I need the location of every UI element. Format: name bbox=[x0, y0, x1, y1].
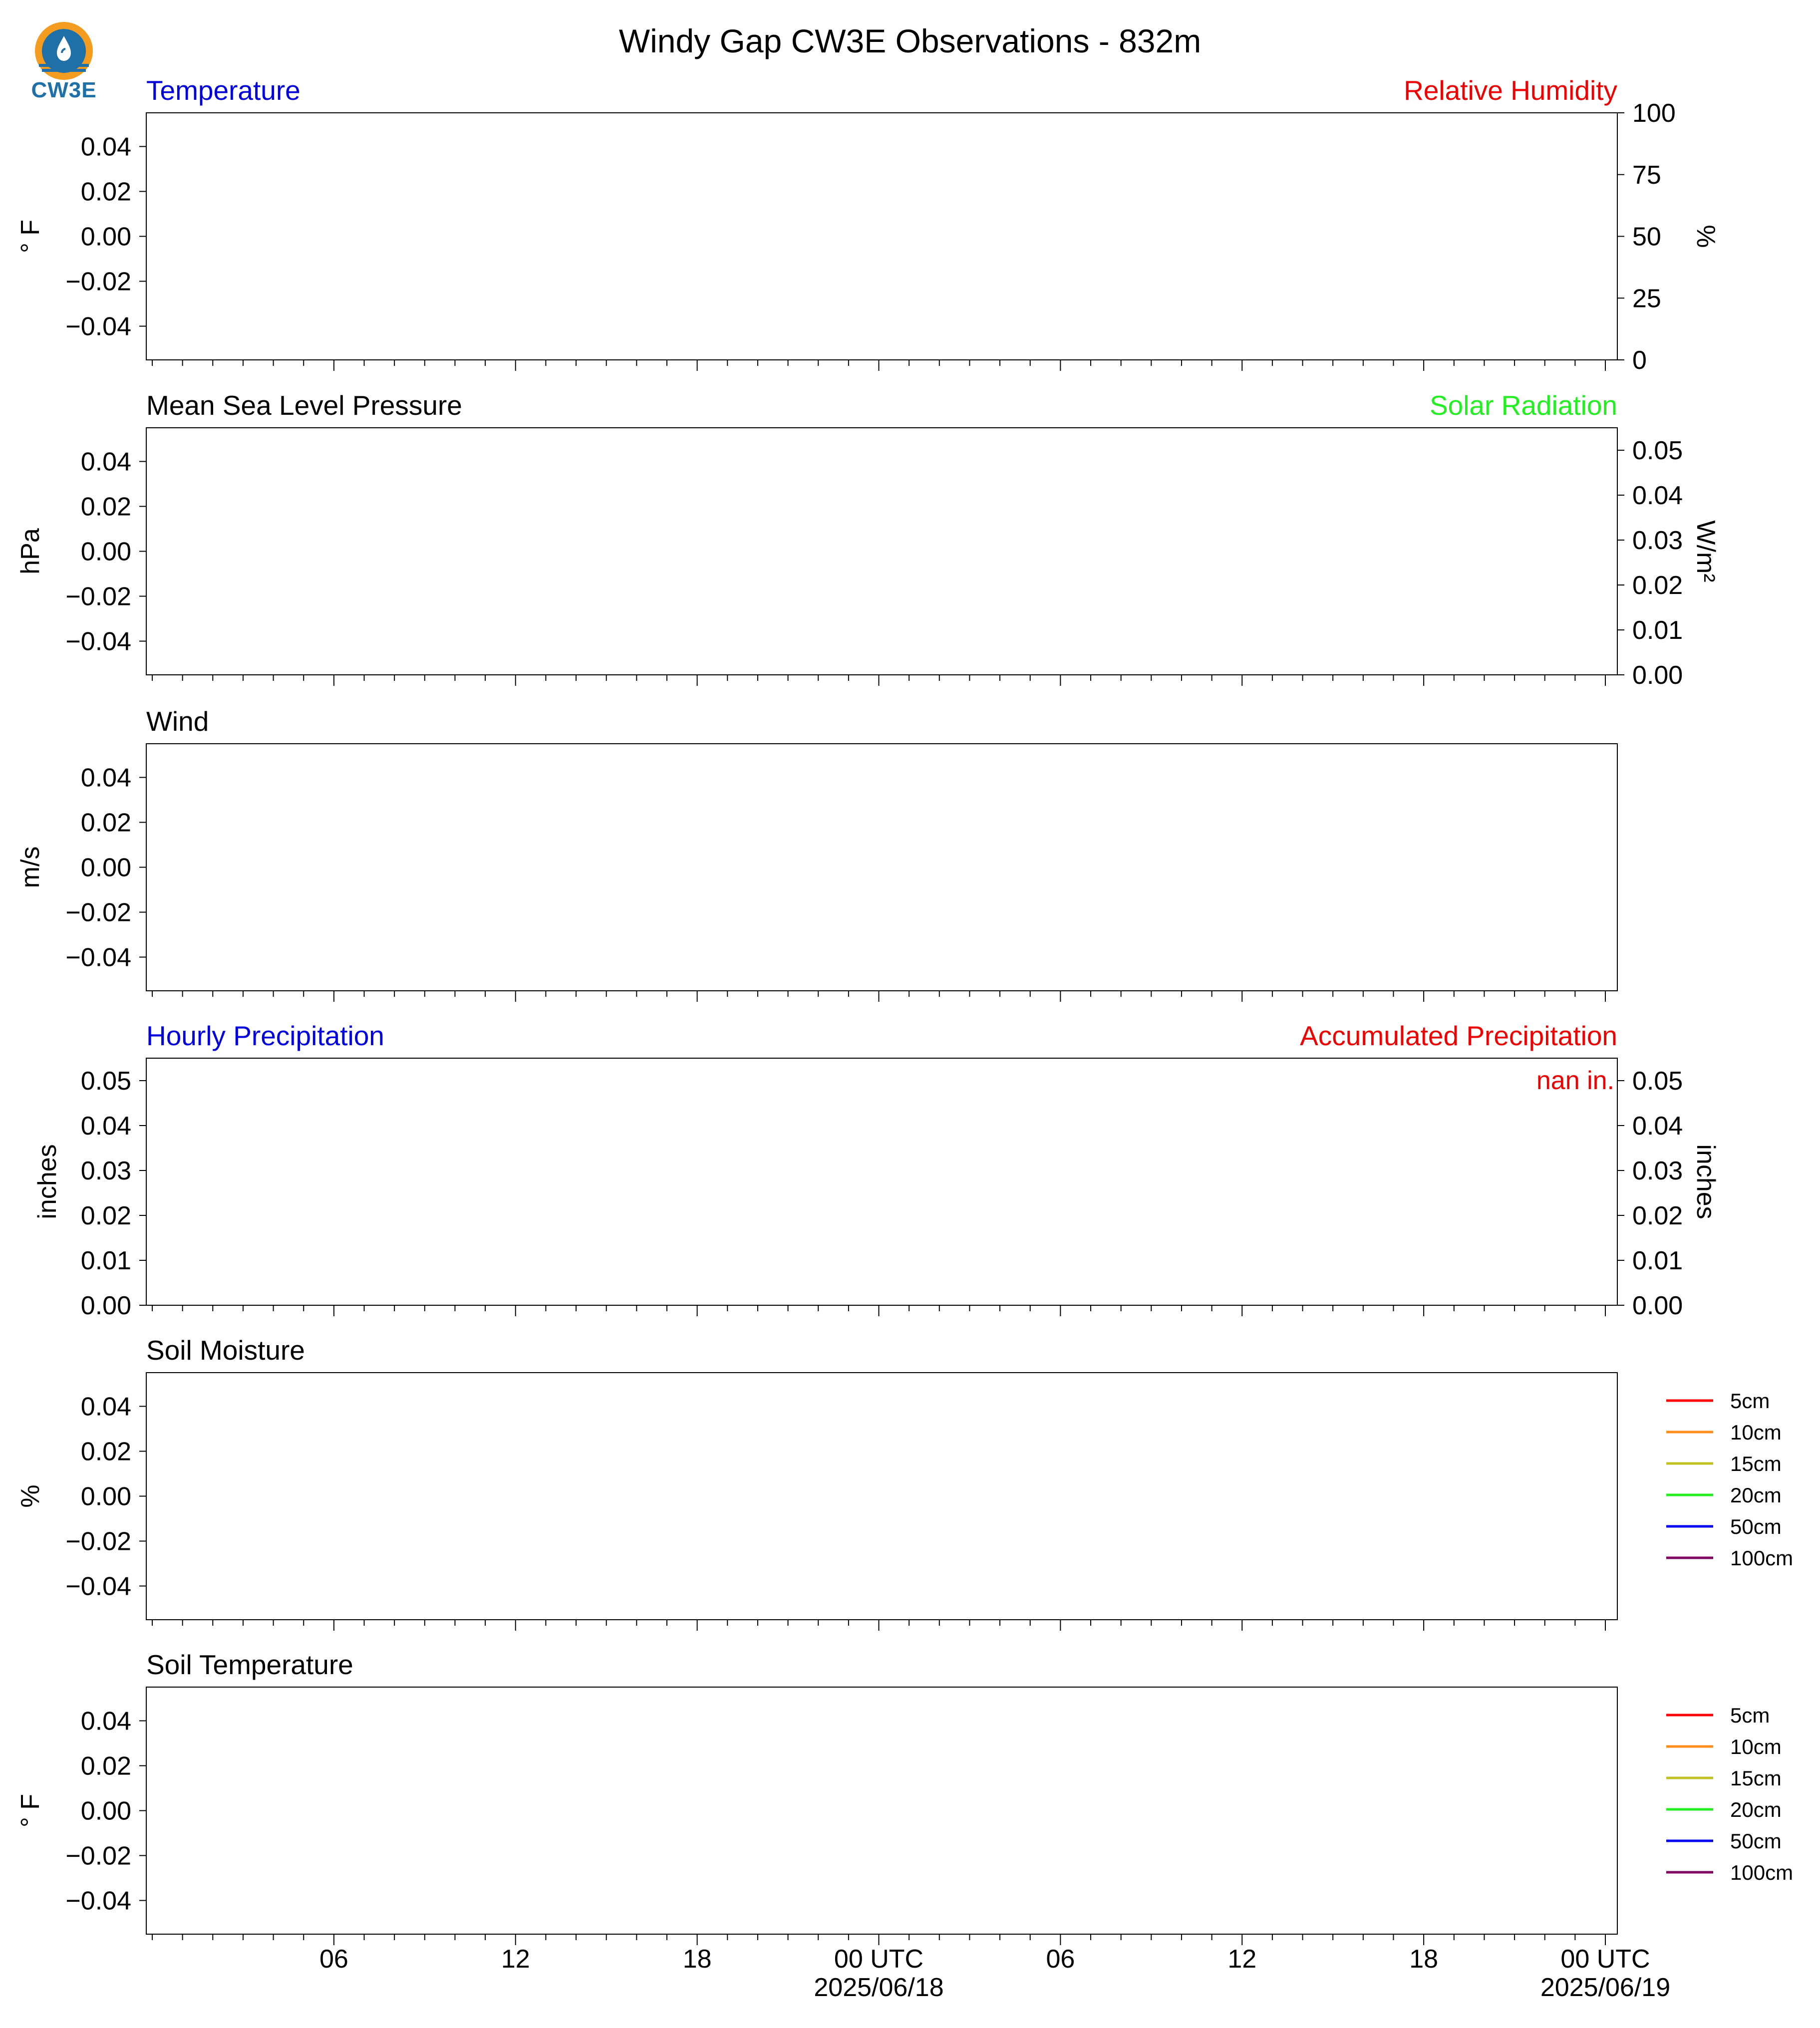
panel-4-y2tick-label: 0.02 bbox=[1632, 1201, 1683, 1230]
panel-6-ytick-label: −0.02 bbox=[65, 1841, 131, 1871]
panel-4-right-title: Accumulated Precipitation bbox=[1300, 1020, 1617, 1051]
panel-6-legend-label: 10cm bbox=[1730, 1735, 1782, 1758]
panel-6-left-title: Soil Temperature bbox=[146, 1649, 353, 1680]
panel-3-left-title: Wind bbox=[146, 706, 209, 737]
panel-3-ylabel: m/s bbox=[16, 846, 45, 888]
panel-5-legend-label: 15cm bbox=[1730, 1452, 1782, 1475]
panel-4-y2label: inches bbox=[1691, 1144, 1720, 1219]
panel-5-legend-label: 20cm bbox=[1730, 1483, 1782, 1507]
panel-6-frame bbox=[146, 1687, 1617, 1934]
xtick-label: 06 bbox=[319, 1945, 348, 1974]
panel-6-ytick-label: 0.02 bbox=[80, 1751, 131, 1781]
panel-5-ylabel: % bbox=[16, 1484, 45, 1508]
panel-2-ytick-label: 0.02 bbox=[80, 492, 131, 522]
panel-5-ytick-label: 0.02 bbox=[80, 1437, 131, 1466]
xtick-label: 12 bbox=[1227, 1945, 1257, 1974]
panel-6-legend-label: 50cm bbox=[1730, 1829, 1782, 1853]
panel-3-ytick-label: 0.04 bbox=[80, 763, 131, 793]
panel-1-y2tick-label: 50 bbox=[1632, 222, 1661, 252]
panel-4-y2tick-label: 0.04 bbox=[1632, 1112, 1683, 1141]
panel-2-frame bbox=[146, 428, 1617, 675]
panel-1-frame bbox=[146, 113, 1617, 360]
panel-6-ytick-label: −0.04 bbox=[65, 1886, 131, 1916]
xtick-label: 18 bbox=[1409, 1945, 1439, 1974]
panel-2-y2tick-label: 0.02 bbox=[1632, 571, 1683, 600]
panel-2-ytick-label: 0.00 bbox=[80, 537, 131, 567]
panel-1-ytick-label: −0.04 bbox=[65, 312, 131, 341]
panel-6-legend-label: 100cm bbox=[1730, 1861, 1794, 1884]
panel-4-annotation: nan in. bbox=[1536, 1066, 1614, 1095]
panel-1-y2tick-label: 25 bbox=[1632, 284, 1661, 313]
panel-5-ytick-label: 0.04 bbox=[80, 1392, 131, 1422]
xtick-label: 06 bbox=[1046, 1945, 1075, 1974]
panel-2-ytick-label: 0.04 bbox=[80, 447, 131, 477]
panel-6-ytick-label: 0.00 bbox=[80, 1796, 131, 1826]
panel-5-frame bbox=[146, 1373, 1617, 1620]
panel-3-ytick-label: 0.02 bbox=[80, 808, 131, 838]
panel-4-ytick-label: 0.04 bbox=[80, 1112, 131, 1141]
panel-1-y2label: % bbox=[1691, 225, 1720, 248]
panel-6-ytick-label: 0.04 bbox=[80, 1707, 131, 1736]
panel-4-y2tick-label: 0.00 bbox=[1632, 1291, 1683, 1320]
panel-4-y2tick-label: 0.01 bbox=[1632, 1246, 1683, 1275]
panel-5-legend-label: 50cm bbox=[1730, 1515, 1782, 1538]
panel-3-ytick-label: 0.00 bbox=[80, 853, 131, 882]
panel-4-y2tick-label: 0.03 bbox=[1632, 1157, 1683, 1185]
xtick-date-label: 2025/06/18 bbox=[814, 1973, 944, 2002]
panel-2-y2tick-label: 0.03 bbox=[1632, 526, 1683, 555]
panel-4-y2tick-label: 0.05 bbox=[1632, 1067, 1683, 1096]
panel-4-ytick-label: 0.03 bbox=[80, 1157, 131, 1185]
panel-4-ylabel: inches bbox=[33, 1144, 62, 1219]
panel-2-right-title: Solar Radiation bbox=[1429, 390, 1617, 421]
panel-3-ytick-label: −0.02 bbox=[65, 898, 131, 927]
panel-2-left-title: Mean Sea Level Pressure bbox=[146, 390, 462, 421]
panel-1-ytick-label: 0.02 bbox=[80, 177, 131, 207]
panel-6-legend-label: 5cm bbox=[1730, 1704, 1770, 1727]
panel-4-ytick-label: 0.02 bbox=[80, 1201, 131, 1230]
panel-2-ylabel: hPa bbox=[16, 528, 45, 575]
panel-2-y2tick-label: 0.00 bbox=[1632, 661, 1683, 690]
panel-1-ylabel: ° F bbox=[16, 219, 45, 254]
panel-2-y2tick-label: 0.04 bbox=[1632, 481, 1683, 510]
panel-3-frame bbox=[146, 744, 1617, 991]
panel-1-ytick-label: −0.02 bbox=[65, 267, 131, 296]
panel-5-legend-label: 10cm bbox=[1730, 1421, 1782, 1444]
panel-1-left-title: Temperature bbox=[146, 75, 301, 106]
panel-1-y2tick-label: 75 bbox=[1632, 160, 1661, 190]
xtick-label: 00 UTC bbox=[834, 1945, 924, 1974]
panel-2-y2tick-label: 0.05 bbox=[1632, 436, 1683, 465]
panel-5-legend-label: 100cm bbox=[1730, 1546, 1794, 1570]
panel-5-ytick-label: −0.04 bbox=[65, 1572, 131, 1601]
panel-6-legend-label: 15cm bbox=[1730, 1766, 1782, 1790]
panel-6-legend-label: 20cm bbox=[1730, 1798, 1782, 1821]
panel-2-ytick-label: −0.02 bbox=[65, 582, 131, 611]
panel-5-ytick-label: 0.00 bbox=[80, 1482, 131, 1511]
panel-5-ytick-label: −0.02 bbox=[65, 1527, 131, 1556]
xtick-label: 18 bbox=[682, 1945, 712, 1974]
panel-1-right-title: Relative Humidity bbox=[1404, 75, 1617, 106]
panel-5-left-title: Soil Moisture bbox=[146, 1335, 305, 1366]
xtick-label: 00 UTC bbox=[1560, 1945, 1650, 1974]
panel-2-y2label: W/m² bbox=[1691, 520, 1720, 582]
logo-text: CW3E bbox=[31, 78, 97, 102]
panel-4-ytick-label: 0.00 bbox=[80, 1291, 131, 1320]
panel-1-ytick-label: 0.00 bbox=[80, 222, 131, 252]
figure-title: Windy Gap CW3E Observations - 832m bbox=[618, 22, 1202, 59]
panel-4-left-title: Hourly Precipitation bbox=[146, 1020, 384, 1051]
panel-4-ytick-label: 0.01 bbox=[80, 1246, 131, 1275]
panel-4-frame bbox=[146, 1058, 1617, 1305]
xtick-date-label: 2025/06/19 bbox=[1540, 1973, 1671, 2002]
panel-3-ytick-label: −0.04 bbox=[65, 943, 131, 972]
xtick-label: 12 bbox=[501, 1945, 530, 1974]
panel-6-ylabel: ° F bbox=[16, 1793, 45, 1828]
panel-2-y2tick-label: 0.01 bbox=[1632, 616, 1683, 645]
panel-2-ytick-label: −0.04 bbox=[65, 627, 131, 656]
panel-1-ytick-label: 0.04 bbox=[80, 132, 131, 162]
panel-1-y2tick-label: 0 bbox=[1632, 346, 1647, 375]
panel-5-legend-label: 5cm bbox=[1730, 1389, 1770, 1413]
panel-4-ytick-label: 0.05 bbox=[80, 1067, 131, 1096]
panel-1-y2tick-label: 100 bbox=[1632, 99, 1676, 128]
